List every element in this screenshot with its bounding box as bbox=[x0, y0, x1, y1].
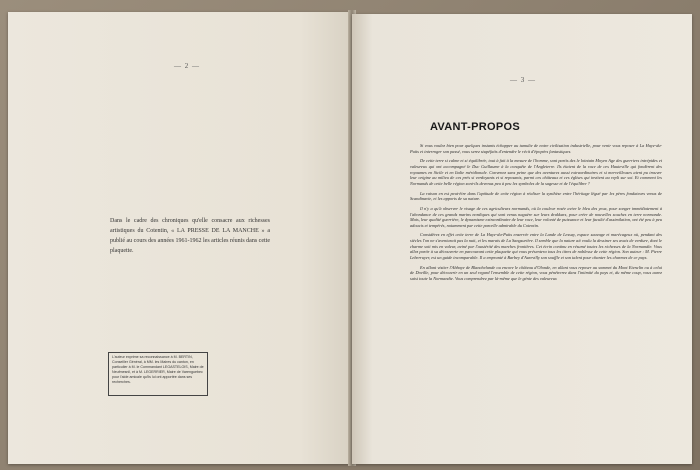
paragraph: Il n'y a qu'à observer le visage de ces agriculteurs normands, où la couleur rosée avive le bleu des yeux, pour songer immédiatement à l'abondance de ces grands marins nordiques qui sont venus naguère sur leurs drakkars, pour créer de nouvelles souches en terre normande. Mais, leur qualité guerrière, le dynamisme extraordinaire de leur race, leur volonté de puissance et leur faculté d'assimilation, ont été peu à peu adoucis et tempérés, notamment par cette parcelle admirable du Cotentin. bbox=[410, 205, 662, 228]
left-page bbox=[8, 12, 351, 464]
intro-paragraph: Dans le cadre des chroniques qu'elle consacre aux richesses artistiques du Cotentin, « LA PRESSE DE LA MANCHE » a publié au cours des années 1961-1962 les articles réunis dans cette plaquette. bbox=[110, 218, 270, 254]
page-heading: AVANT-PROPOS bbox=[430, 121, 520, 133]
paragraph: De cette terre si calme et si équilibrée, tout à fait à la mesure de l'homme, sont partis des le lointain Moyen Age des guerriers intrépides et valeureux qui ont accompagné le Duc Guillaume à la conquête de l'Angleterre. Ils étaient de la race de ces Hauteville qui fondèrent des royaumes en Sicile et en Italie méridionale. Convenez sans peine que des aventures aussi extraordinaires et si merveilleuses aient pu trouver leur origine au milieu de ces prés si verdoyants et si reposants, parmi ces châteaux et ces églises qui invitent au repli sur soi. Et comment les Normands de cette belle région sont-ils devenus peu à peu les symboles de la sagesse et de l'équilibre ? bbox=[410, 158, 662, 186]
page-number-left: — 2 — bbox=[174, 62, 200, 70]
paragraph: En allant visiter l'Abbaye de Blanchelande ou encore le château d'Olonde, en allant vous reposer au sommet du Mont Etenclin ou à celui de Doville, pour découvrir en un seul regard l'ensemble de cette région, vous pénétrerez dans l'intimité du pays et, du même coup, vous aurez saisi toute la Normandie. Vous comprendrez par là-même que le génie des valeureux bbox=[410, 264, 662, 281]
acknowledgement-box: L'auteur exprime sa reconnaissance à M. BERTIN, Conseiller Général, à MM. les Maires du canton, en particulier à M. le Commandant LEGASTELOIS, Maire de Neufmesnil, et à M. LEGERRIER, Maire de Varenguebec pour l'aide amicale qu'ils lui ont apportée dans ses recherches. bbox=[108, 352, 208, 396]
paragraph: La raison en est peut-être dans l'aptitude de cette région à réaliser la synthèse entre l'héritage légué par les pères fondateurs venus de Scandinavie, et les apports de sa nature. bbox=[410, 190, 662, 202]
paragraph: Considérez en effet cette terre de La Haye-du-Puits enserrée entre la Lande de Lessay, espace sauvage et marécageux où, pendant des siècles l'on ne s'aventurait pas la nuit, et les marais de La Sangsurière. Il semble que la nature ait voulu la dessiner ses avais de verdure, dont le charme soit mis en valeur, aviné par l'austérité des marches frontières. Cet écrin continu en résumé toutes les richesses de la Normandie. Vous allez partir à sa découverte en parcourant cette plaquette qui vous présentera tous les titres de noblesse de cette région. Son auteur : M. Pierre Leberruyer, est un guide incomparable. Il a emprunté à Barbey d'Aurevilly son souffle et son talent pour chanter les charmes de ce pays. bbox=[410, 232, 662, 260]
right-page bbox=[352, 14, 692, 464]
paragraph: Si vous voulez bien pour quelques instants échapper au tumulte de notre civilisation industrielle, pour venir vous reposer à La Haye-du-Puits et interroger son passé, vous serez stupéfaits d'entendre le récit d'épopées fantastiques. bbox=[410, 143, 662, 154]
body-text bbox=[410, 143, 662, 286]
page-number-right: — 3 — bbox=[510, 76, 536, 84]
